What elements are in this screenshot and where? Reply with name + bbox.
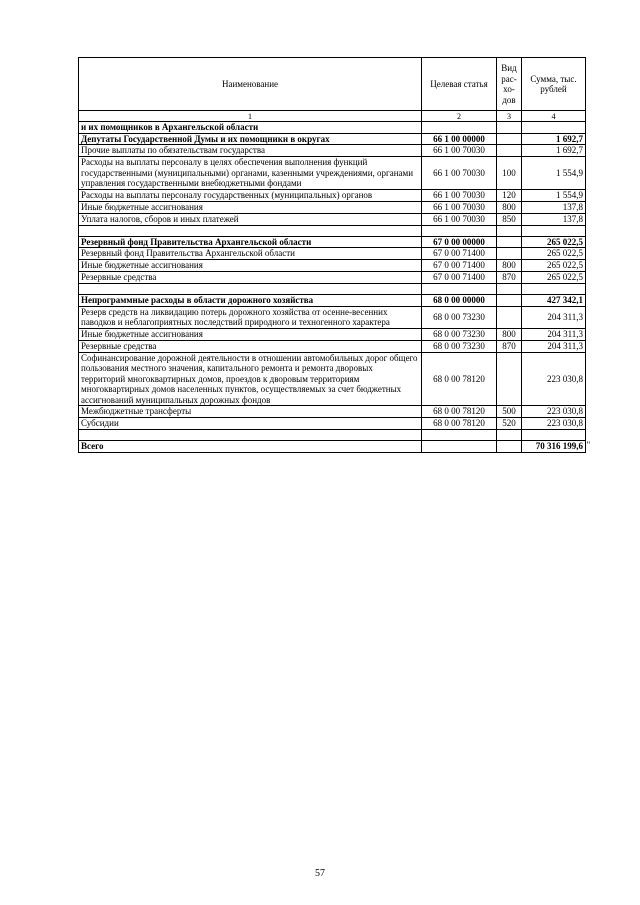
row-expense-kind bbox=[497, 441, 522, 453]
row-name: Резервный фонд Правительства Архангельской области bbox=[79, 248, 422, 260]
row-name: Резервные средства bbox=[79, 272, 422, 284]
row-expense-kind: 800 bbox=[497, 201, 522, 213]
table-row bbox=[79, 406, 586, 418]
row-sum: 137,8 bbox=[522, 213, 586, 225]
table-header-row bbox=[79, 58, 586, 111]
section-row bbox=[79, 295, 586, 307]
row-target-article: 68 0 00 73230 bbox=[422, 328, 497, 340]
row-target-article: 67 0 00 71400 bbox=[422, 248, 497, 260]
row-sum bbox=[522, 122, 586, 134]
row-sum: 70 316 199,6 bbox=[522, 441, 586, 453]
row-sum bbox=[522, 430, 586, 441]
row-expense-kind bbox=[497, 145, 522, 157]
row-target-article: 66 1 00 70030 bbox=[422, 213, 497, 225]
row-name: Субсидии bbox=[79, 418, 422, 430]
row-target-article: 68 0 00 73230 bbox=[422, 340, 497, 352]
row-name: Межбюджетные трансферты bbox=[79, 406, 422, 418]
row-target-article: 66 1 00 70030 bbox=[422, 201, 497, 213]
table-row bbox=[79, 260, 586, 272]
page-number: 57 bbox=[315, 868, 325, 879]
row-name: и их помощников в Архангельской области bbox=[79, 122, 422, 134]
header-expense-kind: Вид рас-хо-дов bbox=[497, 58, 522, 111]
closing-quote-mark: " bbox=[586, 439, 591, 450]
table-row bbox=[79, 418, 586, 430]
table-row bbox=[79, 352, 586, 406]
row-name: Уплата налогов, сборов и иных платежей bbox=[79, 213, 422, 225]
spacer-row bbox=[79, 284, 586, 295]
table-row bbox=[79, 157, 586, 190]
row-name bbox=[79, 225, 422, 236]
row-target-article: 66 1 00 70030 bbox=[422, 145, 497, 157]
row-sum: 1 692,7 bbox=[522, 145, 586, 157]
row-sum: 204 311,3 bbox=[522, 306, 586, 328]
row-name: Софинансирование дорожной деятельности в отношении автомобильных дорог общего пользования местного значения, капитального ремонта и ремонта дворовых территорий многоквартирных домов, проездов к дворовым территориям многоквартирных домов населенных пунктов, осуществляемых за счет бюджетных ассигнований муниципальных дорожных фондов bbox=[79, 352, 422, 406]
row-target-article: 66 1 00 70030 bbox=[422, 157, 497, 190]
row-sum bbox=[522, 284, 586, 295]
column-number: 1 bbox=[79, 111, 422, 122]
row-sum: 204 311,3 bbox=[522, 328, 586, 340]
row-name: Расходы на выплаты персоналу государственных (муниципальных) органов bbox=[79, 189, 422, 201]
column-number: 3 bbox=[497, 111, 522, 122]
table-row bbox=[79, 248, 586, 260]
row-expense-kind: 870 bbox=[497, 272, 522, 284]
row-name: Непрограммные расходы в области дорожного хозяйства bbox=[79, 295, 422, 307]
header-name: Наименование bbox=[79, 58, 422, 111]
row-sum: 265 022,5 bbox=[522, 260, 586, 272]
row-expense-kind: 800 bbox=[497, 260, 522, 272]
row-sum: 223 030,8 bbox=[522, 352, 586, 406]
row-target-article: 68 0 00 78120 bbox=[422, 418, 497, 430]
row-sum: 223 030,8 bbox=[522, 418, 586, 430]
column-number-row bbox=[79, 111, 586, 122]
budget-table bbox=[78, 57, 586, 453]
row-sum: 265 022,5 bbox=[522, 272, 586, 284]
row-expense-kind bbox=[497, 133, 522, 145]
table-row bbox=[79, 213, 586, 225]
column-number: 4 bbox=[522, 111, 586, 122]
row-target-article bbox=[422, 122, 497, 134]
row-name: Всего bbox=[79, 441, 422, 453]
row-sum: 223 030,8 bbox=[522, 406, 586, 418]
row-target-article: 67 0 00 00000 bbox=[422, 236, 497, 248]
spacer-row bbox=[79, 430, 586, 441]
row-name: Депутаты Государственной Думы и их помощники в округах bbox=[79, 133, 422, 145]
row-sum: 1 554,9 bbox=[522, 189, 586, 201]
row-expense-kind bbox=[497, 122, 522, 134]
row-sum: 204 311,3 bbox=[522, 340, 586, 352]
row-expense-kind bbox=[497, 295, 522, 307]
row-expense-kind bbox=[497, 430, 522, 441]
section-row bbox=[79, 441, 586, 453]
table-row bbox=[79, 306, 586, 328]
row-expense-kind bbox=[497, 284, 522, 295]
row-name: Резервный фонд Правительства Архангельской области bbox=[79, 236, 422, 248]
table-row bbox=[79, 340, 586, 352]
row-expense-kind: 120 bbox=[497, 189, 522, 201]
row-target-article: 68 0 00 78120 bbox=[422, 406, 497, 418]
table-row bbox=[79, 189, 586, 201]
row-target-article bbox=[422, 284, 497, 295]
row-name: Резервные средства bbox=[79, 340, 422, 352]
row-target-article bbox=[422, 441, 497, 453]
row-expense-kind: 850 bbox=[497, 213, 522, 225]
section-row bbox=[79, 236, 586, 248]
row-sum: 137,8 bbox=[522, 201, 586, 213]
row-target-article: 68 0 00 00000 bbox=[422, 295, 497, 307]
table-row bbox=[79, 272, 586, 284]
table-body bbox=[79, 122, 586, 453]
row-name: Иные бюджетные ассигнования bbox=[79, 328, 422, 340]
row-name bbox=[79, 284, 422, 295]
row-expense-kind: 520 bbox=[497, 418, 522, 430]
row-target-article: 68 0 00 78120 bbox=[422, 352, 497, 406]
row-sum: 265 022,5 bbox=[522, 248, 586, 260]
row-sum: 265 022,5 bbox=[522, 236, 586, 248]
spacer-row bbox=[79, 225, 586, 236]
row-name: Резерв средств на ликвидацию потерь дорожного хозяйства от осенне-весенних паводков и неблагоприятных последствий природного и техногенного характера bbox=[79, 306, 422, 328]
row-sum: 427 342,1 bbox=[522, 295, 586, 307]
row-sum: 1 692,7 bbox=[522, 133, 586, 145]
row-name: Прочие выплаты по обязательствам государства bbox=[79, 145, 422, 157]
section-row bbox=[79, 122, 586, 134]
table-row bbox=[79, 145, 586, 157]
row-target-article: 67 0 00 71400 bbox=[422, 260, 497, 272]
row-expense-kind: 100 bbox=[497, 157, 522, 190]
row-target-article bbox=[422, 430, 497, 441]
row-expense-kind bbox=[497, 248, 522, 260]
row-expense-kind bbox=[497, 236, 522, 248]
row-name: Иные бюджетные ассигнования bbox=[79, 260, 422, 272]
row-expense-kind: 500 bbox=[497, 406, 522, 418]
row-expense-kind bbox=[497, 306, 522, 328]
row-expense-kind: 800 bbox=[497, 328, 522, 340]
row-name: Иные бюджетные ассигнования bbox=[79, 201, 422, 213]
row-expense-kind: 870 bbox=[497, 340, 522, 352]
table-row bbox=[79, 201, 586, 213]
row-target-article: 66 1 00 70030 bbox=[422, 189, 497, 201]
row-expense-kind bbox=[497, 225, 522, 236]
header-target-article: Целевая статья bbox=[422, 58, 497, 111]
row-name bbox=[79, 430, 422, 441]
row-sum bbox=[522, 225, 586, 236]
row-target-article: 66 1 00 00000 bbox=[422, 133, 497, 145]
row-target-article bbox=[422, 225, 497, 236]
section-row bbox=[79, 133, 586, 145]
row-target-article: 68 0 00 73230 bbox=[422, 306, 497, 328]
column-number: 2 bbox=[422, 111, 497, 122]
row-target-article: 67 0 00 71400 bbox=[422, 272, 497, 284]
header-sum: Сумма, тыс. рублей bbox=[522, 58, 586, 111]
row-sum: 1 554,9 bbox=[522, 157, 586, 190]
row-name: Расходы на выплаты персоналу в целях обеспечения выполнения функций государственными (муниципальными) органами, казенными учреждениями, органами управления государственными внебюджетными фондами bbox=[79, 157, 422, 190]
table-row bbox=[79, 328, 586, 340]
row-expense-kind bbox=[497, 352, 522, 406]
